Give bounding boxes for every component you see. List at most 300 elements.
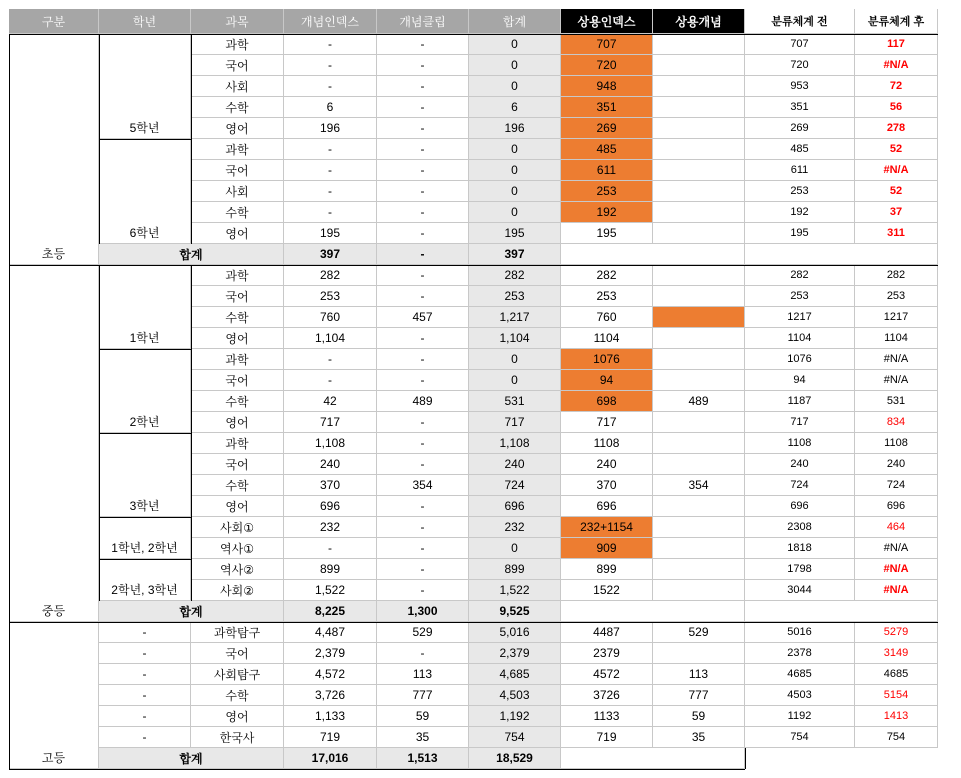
commercial-concept-cell[interactable] xyxy=(653,55,745,76)
commercial-index-cell[interactable]: 351 xyxy=(561,97,653,118)
concept-clip-cell[interactable]: - xyxy=(377,496,469,517)
subject-cell[interactable]: 국어 xyxy=(191,160,284,181)
after-cell[interactable]: 3149 xyxy=(855,643,938,664)
concept-index-cell[interactable]: - xyxy=(284,160,377,181)
concept-index-cell[interactable]: - xyxy=(284,349,377,370)
subject-cell[interactable]: 과학 xyxy=(191,265,284,286)
section-total-sum[interactable]: 18,529 xyxy=(469,748,561,769)
before-cell[interactable]: 4503 xyxy=(745,685,855,706)
concept-index-cell[interactable]: - xyxy=(284,181,377,202)
concept-clip-cell[interactable]: 35 xyxy=(377,727,469,748)
after-cell[interactable]: 278 xyxy=(855,118,938,139)
before-cell[interactable]: 2308 xyxy=(745,517,855,538)
concept-index-cell[interactable]: - xyxy=(284,55,377,76)
commercial-index-cell[interactable]: 1076 xyxy=(561,349,653,370)
commercial-concept-cell[interactable] xyxy=(653,454,745,475)
commercial-concept-cell[interactable] xyxy=(653,307,745,328)
section-total-empty-right[interactable] xyxy=(745,601,938,622)
commercial-concept-cell[interactable] xyxy=(653,328,745,349)
concept-clip-cell[interactable]: - xyxy=(377,34,469,55)
commercial-index-cell[interactable]: 1104 xyxy=(561,328,653,349)
grade-group-cell[interactable]: 6학년 xyxy=(99,139,191,244)
after-cell[interactable]: 754 xyxy=(855,727,938,748)
commercial-concept-cell[interactable]: 354 xyxy=(653,475,745,496)
concept-clip-cell[interactable]: - xyxy=(377,160,469,181)
commercial-index-cell[interactable]: 1133 xyxy=(561,706,653,727)
total-cell[interactable]: 0 xyxy=(469,34,561,55)
section-total-sum[interactable]: 9,525 xyxy=(469,601,561,622)
section-total-clip[interactable]: 1,513 xyxy=(377,748,469,769)
commercial-index-cell[interactable]: 4572 xyxy=(561,664,653,685)
concept-index-cell[interactable]: 1,522 xyxy=(284,580,377,601)
concept-index-cell[interactable]: - xyxy=(284,538,377,559)
before-cell[interactable]: 707 xyxy=(745,34,855,55)
before-cell[interactable]: 269 xyxy=(745,118,855,139)
total-cell[interactable]: 0 xyxy=(469,202,561,223)
commercial-index-cell[interactable]: 698 xyxy=(561,391,653,412)
concept-index-cell[interactable]: - xyxy=(284,139,377,160)
header-subject[interactable]: 과목 xyxy=(191,9,284,34)
concept-index-cell[interactable]: 4,487 xyxy=(284,622,377,643)
total-cell[interactable]: 696 xyxy=(469,496,561,517)
before-cell[interactable]: 717 xyxy=(745,412,855,433)
section-total-label[interactable]: 합계 xyxy=(99,244,284,265)
header-after[interactable]: 분류체계 후 xyxy=(855,9,938,34)
subject-cell[interactable]: 국어 xyxy=(191,370,284,391)
concept-index-cell[interactable]: 1,104 xyxy=(284,328,377,349)
subject-cell[interactable]: 과학 xyxy=(191,139,284,160)
subject-cell[interactable]: 국어 xyxy=(191,55,284,76)
commercial-concept-cell[interactable] xyxy=(653,118,745,139)
commercial-concept-cell[interactable] xyxy=(653,370,745,391)
concept-index-cell[interactable]: 42 xyxy=(284,391,377,412)
before-cell[interactable]: 5016 xyxy=(745,622,855,643)
total-cell[interactable]: 0 xyxy=(469,139,561,160)
after-cell[interactable]: 531 xyxy=(855,391,938,412)
section-total-index[interactable]: 8,225 xyxy=(284,601,377,622)
subject-cell[interactable]: 영어 xyxy=(191,328,284,349)
after-cell[interactable]: 311 xyxy=(855,223,938,244)
subject-cell[interactable]: 수학 xyxy=(191,307,284,328)
grade-group-cell[interactable]: 3학년 xyxy=(99,433,191,517)
concept-index-cell[interactable]: 232 xyxy=(284,517,377,538)
grade-group-cell[interactable]: 1학년, 2학년 xyxy=(99,517,191,559)
commercial-index-cell[interactable]: 232+1154 xyxy=(561,517,653,538)
before-cell[interactable]: 282 xyxy=(745,265,855,286)
commercial-index-cell[interactable]: 909 xyxy=(561,538,653,559)
section-total-empty[interactable] xyxy=(561,244,745,265)
total-cell[interactable]: 195 xyxy=(469,223,561,244)
total-cell[interactable]: 724 xyxy=(469,475,561,496)
after-cell[interactable]: 56 xyxy=(855,97,938,118)
concept-clip-cell[interactable]: - xyxy=(377,97,469,118)
concept-index-cell[interactable]: 3,726 xyxy=(284,685,377,706)
subject-cell[interactable]: 한국사 xyxy=(191,727,284,748)
concept-clip-cell[interactable]: 354 xyxy=(377,475,469,496)
commercial-index-cell[interactable]: 253 xyxy=(561,181,653,202)
concept-index-cell[interactable]: - xyxy=(284,34,377,55)
concept-clip-cell[interactable]: - xyxy=(377,412,469,433)
commercial-index-cell[interactable]: 192 xyxy=(561,202,653,223)
total-cell[interactable]: 240 xyxy=(469,454,561,475)
commercial-concept-cell[interactable] xyxy=(653,517,745,538)
header-total[interactable]: 합계 xyxy=(469,9,561,34)
concept-clip-cell[interactable]: - xyxy=(377,370,469,391)
concept-index-cell[interactable]: - xyxy=(284,202,377,223)
commercial-concept-cell[interactable] xyxy=(653,496,745,517)
before-cell[interactable]: 724 xyxy=(745,475,855,496)
subject-cell[interactable]: 영어 xyxy=(191,118,284,139)
grade-cell[interactable]: - xyxy=(99,685,191,706)
after-cell[interactable]: #N/A xyxy=(855,559,938,580)
concept-index-cell[interactable]: 253 xyxy=(284,286,377,307)
header-concept_clip[interactable]: 개념클립 xyxy=(377,9,469,34)
subject-cell[interactable]: 수학 xyxy=(191,391,284,412)
header-commercial_concept[interactable]: 상용개념 xyxy=(653,9,745,34)
concept-clip-cell[interactable]: 777 xyxy=(377,685,469,706)
subject-cell[interactable]: 영어 xyxy=(191,496,284,517)
commercial-index-cell[interactable]: 717 xyxy=(561,412,653,433)
total-cell[interactable]: 232 xyxy=(469,517,561,538)
concept-clip-cell[interactable]: - xyxy=(377,454,469,475)
subject-cell[interactable]: 수학 xyxy=(191,202,284,223)
subject-cell[interactable]: 사회탐구 xyxy=(191,664,284,685)
commercial-index-cell[interactable]: 3726 xyxy=(561,685,653,706)
concept-clip-cell[interactable]: - xyxy=(377,328,469,349)
concept-clip-cell[interactable]: - xyxy=(377,349,469,370)
commercial-concept-cell[interactable] xyxy=(653,559,745,580)
concept-clip-cell[interactable]: - xyxy=(377,643,469,664)
concept-index-cell[interactable]: - xyxy=(284,76,377,97)
subject-cell[interactable]: 사회 xyxy=(191,181,284,202)
subject-cell[interactable]: 영어 xyxy=(191,412,284,433)
concept-index-cell[interactable]: 1,133 xyxy=(284,706,377,727)
commercial-concept-cell[interactable]: 113 xyxy=(653,664,745,685)
commercial-concept-cell[interactable] xyxy=(653,580,745,601)
before-cell[interactable]: 1187 xyxy=(745,391,855,412)
subject-cell[interactable]: 사회 xyxy=(191,76,284,97)
concept-index-cell[interactable]: 719 xyxy=(284,727,377,748)
section-total-clip[interactable]: 1,300 xyxy=(377,601,469,622)
before-cell[interactable]: 754 xyxy=(745,727,855,748)
before-cell[interactable]: 195 xyxy=(745,223,855,244)
header-grade[interactable]: 학년 xyxy=(99,9,191,34)
total-cell[interactable]: 5,016 xyxy=(469,622,561,643)
before-cell[interactable]: 720 xyxy=(745,55,855,76)
concept-clip-cell[interactable]: - xyxy=(377,517,469,538)
after-cell[interactable]: 834 xyxy=(855,412,938,433)
total-cell[interactable]: 1,522 xyxy=(469,580,561,601)
header-commercial_index[interactable]: 상용인덱스 xyxy=(561,9,653,34)
total-cell[interactable]: 0 xyxy=(469,349,561,370)
concept-index-cell[interactable]: 196 xyxy=(284,118,377,139)
commercial-index-cell[interactable]: 282 xyxy=(561,265,653,286)
after-cell[interactable]: 52 xyxy=(855,139,938,160)
commercial-concept-cell[interactable] xyxy=(653,160,745,181)
subject-cell[interactable]: 수학 xyxy=(191,475,284,496)
commercial-concept-cell[interactable] xyxy=(653,433,745,454)
section-total-label[interactable]: 합계 xyxy=(99,601,284,622)
before-cell[interactable]: 192 xyxy=(745,202,855,223)
before-cell[interactable]: 696 xyxy=(745,496,855,517)
commercial-concept-cell[interactable] xyxy=(653,97,745,118)
total-cell[interactable]: 4,685 xyxy=(469,664,561,685)
commercial-concept-cell[interactable]: 489 xyxy=(653,391,745,412)
after-cell[interactable]: 5279 xyxy=(855,622,938,643)
subject-cell[interactable]: 수학 xyxy=(191,97,284,118)
before-cell[interactable]: 1104 xyxy=(745,328,855,349)
after-cell[interactable]: 1108 xyxy=(855,433,938,454)
after-cell[interactable]: 282 xyxy=(855,265,938,286)
commercial-concept-cell[interactable] xyxy=(653,538,745,559)
before-cell[interactable]: 485 xyxy=(745,139,855,160)
grade-group-cell[interactable]: 2학년 xyxy=(99,349,191,433)
subject-cell[interactable]: 과학 xyxy=(191,34,284,55)
after-cell[interactable]: 4685 xyxy=(855,664,938,685)
division-cell[interactable]: 중등 xyxy=(9,265,99,622)
concept-clip-cell[interactable]: - xyxy=(377,139,469,160)
before-cell[interactable]: 1076 xyxy=(745,349,855,370)
commercial-index-cell[interactable]: 707 xyxy=(561,34,653,55)
total-cell[interactable]: 0 xyxy=(469,160,561,181)
grade-cell[interactable]: - xyxy=(99,706,191,727)
total-cell[interactable]: 196 xyxy=(469,118,561,139)
concept-index-cell[interactable]: 240 xyxy=(284,454,377,475)
grade-cell[interactable]: - xyxy=(99,643,191,664)
concept-clip-cell[interactable]: - xyxy=(377,286,469,307)
total-cell[interactable]: 0 xyxy=(469,181,561,202)
section-total-sum[interactable]: 397 xyxy=(469,244,561,265)
subject-cell[interactable]: 사회① xyxy=(191,517,284,538)
total-cell[interactable]: 0 xyxy=(469,370,561,391)
commercial-index-cell[interactable]: 611 xyxy=(561,160,653,181)
concept-index-cell[interactable]: 717 xyxy=(284,412,377,433)
concept-index-cell[interactable]: 4,572 xyxy=(284,664,377,685)
concept-clip-cell[interactable]: - xyxy=(377,76,469,97)
concept-clip-cell[interactable]: 59 xyxy=(377,706,469,727)
subject-cell[interactable]: 과학 xyxy=(191,349,284,370)
subject-cell[interactable]: 과학 xyxy=(191,433,284,454)
total-cell[interactable]: 1,104 xyxy=(469,328,561,349)
commercial-index-cell[interactable]: 485 xyxy=(561,139,653,160)
after-cell[interactable]: 5154 xyxy=(855,685,938,706)
total-cell[interactable]: 0 xyxy=(469,538,561,559)
concept-index-cell[interactable]: 1,108 xyxy=(284,433,377,454)
after-cell[interactable]: #N/A xyxy=(855,160,938,181)
commercial-concept-cell[interactable]: 59 xyxy=(653,706,745,727)
concept-clip-cell[interactable]: - xyxy=(377,118,469,139)
concept-clip-cell[interactable]: 113 xyxy=(377,664,469,685)
subject-cell[interactable]: 사회② xyxy=(191,580,284,601)
commercial-index-cell[interactable]: 94 xyxy=(561,370,653,391)
after-cell[interactable]: 37 xyxy=(855,202,938,223)
commercial-concept-cell[interactable] xyxy=(653,265,745,286)
concept-clip-cell[interactable]: 489 xyxy=(377,391,469,412)
after-cell[interactable]: 724 xyxy=(855,475,938,496)
subject-cell[interactable]: 역사① xyxy=(191,538,284,559)
commercial-concept-cell[interactable] xyxy=(653,223,745,244)
commercial-index-cell[interactable]: 719 xyxy=(561,727,653,748)
grade-cell[interactable]: - xyxy=(99,622,191,643)
commercial-index-cell[interactable]: 370 xyxy=(561,475,653,496)
total-cell[interactable]: 899 xyxy=(469,559,561,580)
commercial-index-cell[interactable]: 760 xyxy=(561,307,653,328)
after-cell[interactable]: 1104 xyxy=(855,328,938,349)
concept-index-cell[interactable]: 899 xyxy=(284,559,377,580)
grade-cell[interactable]: - xyxy=(99,727,191,748)
section-total-label[interactable]: 합계 xyxy=(99,748,284,769)
before-cell[interactable]: 4685 xyxy=(745,664,855,685)
after-cell[interactable]: 1217 xyxy=(855,307,938,328)
commercial-index-cell[interactable]: 1522 xyxy=(561,580,653,601)
commercial-concept-cell[interactable] xyxy=(653,286,745,307)
after-cell[interactable]: 1413 xyxy=(855,706,938,727)
group-divider xyxy=(99,265,100,349)
after-cell[interactable]: 696 xyxy=(855,496,938,517)
total-cell[interactable]: 1,108 xyxy=(469,433,561,454)
commercial-index-cell[interactable]: 195 xyxy=(561,223,653,244)
after-cell[interactable]: 464 xyxy=(855,517,938,538)
before-cell[interactable]: 1217 xyxy=(745,307,855,328)
after-cell[interactable]: #N/A xyxy=(855,580,938,601)
header-concept_index[interactable]: 개념인덱스 xyxy=(284,9,377,34)
subject-cell[interactable]: 국어 xyxy=(191,286,284,307)
subject-cell[interactable]: 국어 xyxy=(191,643,284,664)
section-total-index[interactable]: 397 xyxy=(284,244,377,265)
section-total-index[interactable]: 17,016 xyxy=(284,748,377,769)
before-cell[interactable]: 953 xyxy=(745,76,855,97)
concept-index-cell[interactable]: 6 xyxy=(284,97,377,118)
after-cell[interactable]: 253 xyxy=(855,286,938,307)
section-total-empty-right[interactable] xyxy=(745,244,938,265)
after-cell[interactable]: 240 xyxy=(855,454,938,475)
commercial-concept-cell[interactable] xyxy=(653,34,745,55)
concept-index-cell[interactable]: 696 xyxy=(284,496,377,517)
subject-cell[interactable]: 역사② xyxy=(191,559,284,580)
concept-clip-cell[interactable]: - xyxy=(377,202,469,223)
section-total-empty[interactable] xyxy=(561,748,745,769)
total-cell[interactable]: 754 xyxy=(469,727,561,748)
after-cell[interactable]: #N/A xyxy=(855,55,938,76)
before-cell[interactable]: 94 xyxy=(745,370,855,391)
before-cell[interactable]: 253 xyxy=(745,286,855,307)
after-cell[interactable]: 72 xyxy=(855,76,938,97)
total-cell[interactable]: 0 xyxy=(469,55,561,76)
total-cell[interactable]: 1,217 xyxy=(469,307,561,328)
section-total-clip[interactable]: - xyxy=(377,244,469,265)
commercial-index-cell[interactable]: 4487 xyxy=(561,622,653,643)
commercial-index-cell[interactable]: 269 xyxy=(561,118,653,139)
commercial-index-cell[interactable]: 948 xyxy=(561,76,653,97)
subject-cell[interactable]: 영어 xyxy=(191,223,284,244)
concept-clip-cell[interactable]: - xyxy=(377,433,469,454)
after-cell[interactable]: #N/A xyxy=(855,538,938,559)
commercial-concept-cell[interactable] xyxy=(653,643,745,664)
after-cell[interactable]: #N/A xyxy=(855,370,938,391)
subject-cell[interactable]: 영어 xyxy=(191,706,284,727)
concept-index-cell[interactable]: - xyxy=(284,370,377,391)
total-cell[interactable]: 4,503 xyxy=(469,685,561,706)
concept-index-cell[interactable]: 195 xyxy=(284,223,377,244)
total-cell[interactable]: 253 xyxy=(469,286,561,307)
total-cell[interactable]: 6 xyxy=(469,97,561,118)
commercial-index-cell[interactable]: 2379 xyxy=(561,643,653,664)
after-cell[interactable]: 117 xyxy=(855,34,938,55)
before-cell[interactable]: 2378 xyxy=(745,643,855,664)
concept-clip-cell[interactable]: - xyxy=(377,580,469,601)
before-cell[interactable]: 351 xyxy=(745,97,855,118)
commercial-concept-cell[interactable]: 529 xyxy=(653,622,745,643)
before-cell[interactable]: 1798 xyxy=(745,559,855,580)
commercial-index-cell[interactable]: 240 xyxy=(561,454,653,475)
concept-clip-cell[interactable]: - xyxy=(377,223,469,244)
commercial-index-cell[interactable]: 253 xyxy=(561,286,653,307)
commercial-concept-cell[interactable] xyxy=(653,181,745,202)
concept-index-cell[interactable]: 370 xyxy=(284,475,377,496)
commercial-concept-cell[interactable]: 35 xyxy=(653,727,745,748)
commercial-index-cell[interactable]: 696 xyxy=(561,496,653,517)
after-cell[interactable]: 52 xyxy=(855,181,938,202)
division-cell[interactable]: 초등 xyxy=(9,34,99,265)
subject-cell[interactable]: 과학탐구 xyxy=(191,622,284,643)
commercial-concept-cell[interactable]: 777 xyxy=(653,685,745,706)
concept-clip-cell[interactable]: - xyxy=(377,538,469,559)
commercial-concept-cell[interactable] xyxy=(653,202,745,223)
concept-clip-cell[interactable]: - xyxy=(377,55,469,76)
grade-cell[interactable]: - xyxy=(99,664,191,685)
concept-clip-cell[interactable]: - xyxy=(377,181,469,202)
header-before[interactable]: 분류체계 전 xyxy=(745,9,855,34)
grade-group-cell[interactable]: 2학년, 3학년 xyxy=(99,559,191,601)
total-cell[interactable]: 717 xyxy=(469,412,561,433)
concept-clip-cell[interactable]: 457 xyxy=(377,307,469,328)
before-cell[interactable]: 1108 xyxy=(745,433,855,454)
concept-index-cell[interactable]: 282 xyxy=(284,265,377,286)
concept-clip-cell[interactable]: - xyxy=(377,265,469,286)
division-cell[interactable]: 고등 xyxy=(9,622,99,769)
commercial-index-cell[interactable]: 1108 xyxy=(561,433,653,454)
commercial-concept-cell[interactable] xyxy=(653,412,745,433)
commercial-concept-cell[interactable] xyxy=(653,76,745,97)
total-cell[interactable]: 282 xyxy=(469,265,561,286)
before-cell[interactable]: 240 xyxy=(745,454,855,475)
section-total-empty[interactable] xyxy=(561,601,745,622)
grade-group-cell[interactable]: 5학년 xyxy=(99,34,191,139)
concept-index-cell[interactable]: 2,379 xyxy=(284,643,377,664)
total-cell[interactable]: 0 xyxy=(469,76,561,97)
before-cell[interactable]: 611 xyxy=(745,160,855,181)
subject-cell[interactable]: 국어 xyxy=(191,454,284,475)
header-division[interactable]: 구분 xyxy=(9,9,99,34)
concept-clip-cell[interactable]: - xyxy=(377,559,469,580)
before-cell[interactable]: 253 xyxy=(745,181,855,202)
concept-index-cell[interactable]: 760 xyxy=(284,307,377,328)
total-cell[interactable]: 2,379 xyxy=(469,643,561,664)
commercial-index-cell[interactable]: 899 xyxy=(561,559,653,580)
before-cell[interactable]: 3044 xyxy=(745,580,855,601)
subject-cell[interactable]: 수학 xyxy=(191,685,284,706)
after-cell[interactable]: #N/A xyxy=(855,349,938,370)
commercial-concept-cell[interactable] xyxy=(653,349,745,370)
total-cell[interactable]: 531 xyxy=(469,391,561,412)
grade-group-cell[interactable]: 1학년 xyxy=(99,265,191,349)
commercial-concept-cell[interactable] xyxy=(653,139,745,160)
concept-clip-cell[interactable]: 529 xyxy=(377,622,469,643)
before-cell[interactable]: 1192 xyxy=(745,706,855,727)
before-cell[interactable]: 1818 xyxy=(745,538,855,559)
commercial-index-cell[interactable]: 720 xyxy=(561,55,653,76)
total-cell[interactable]: 1,192 xyxy=(469,706,561,727)
